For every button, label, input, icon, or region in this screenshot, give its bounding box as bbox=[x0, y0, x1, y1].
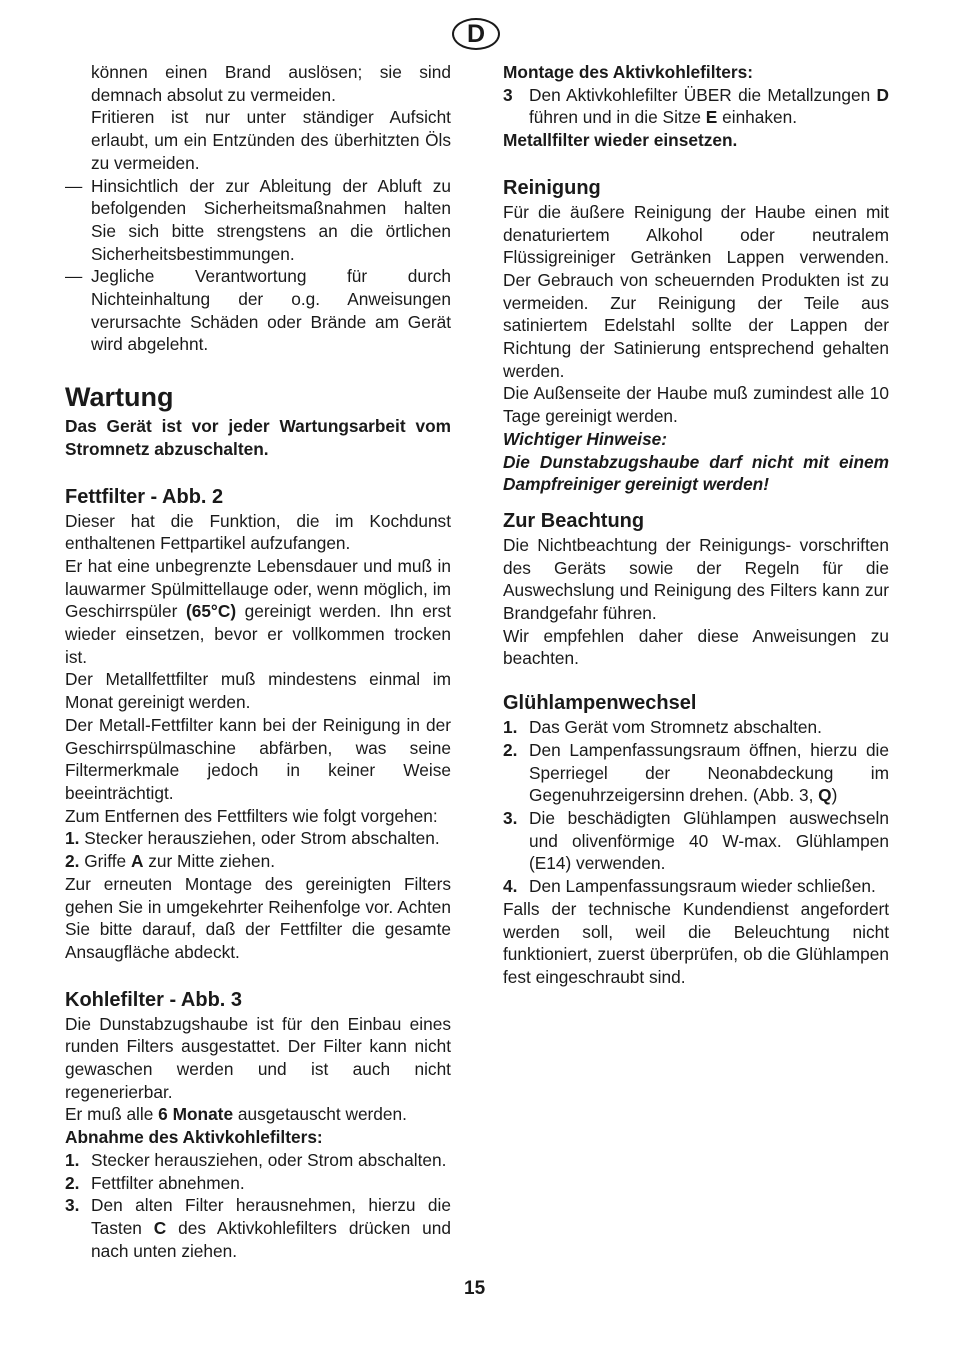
part-letter-c: C bbox=[153, 1217, 167, 1238]
abnahme-step-1-text: Stecker herausziehen, oder Strom abschalten. bbox=[91, 1149, 447, 1170]
fettfilter-paragraph-3: Der Metallfettfilter muß mindestens einmal im Monat gereinigt werden. bbox=[65, 669, 451, 713]
kohlefilter-p2-text: Er muß alle bbox=[65, 1104, 159, 1125]
gluehlampen-step-2 bbox=[503, 739, 889, 807]
fettfilter-paragraph-6: Zur erneuten Montage des gereinigten Filters gehen Sie in umgekehrter Reihenfolge vor. Achten Sie bitte darauf, daß der Fettfilter die gesamte Ansaugfläche abdeckt. bbox=[65, 873, 451, 962]
montage-step-text-mid: führen und in die Sitze bbox=[529, 107, 706, 128]
kohlefilter-heading: Kohlefilter - Abb. 3 bbox=[65, 988, 243, 1011]
gluehlampen-step-4-text: Den Lampenfassungsraum wieder schließen. bbox=[529, 876, 876, 897]
abnahme-step-2-text: Fettfilter abnehmen. bbox=[91, 1172, 245, 1193]
beachtung-paragraph-1: Die Nichtbeachtung der Reinigungs- vorschriften des Geräts sowie der Regeln für die Auswechslung und Reinigung des Filters kann zur Brandgefahr führen. bbox=[503, 534, 889, 624]
right-column bbox=[503, 61, 889, 989]
step-number: 2. bbox=[65, 1172, 80, 1193]
gluehlampen-step-1 bbox=[503, 716, 889, 739]
step-number: 4. bbox=[503, 876, 518, 897]
beachtung-heading: Zur Beachtung bbox=[503, 509, 645, 532]
abnahme-step-2 bbox=[65, 1172, 451, 1195]
step-number: 1. bbox=[65, 1149, 80, 1170]
dash-item-1 bbox=[65, 175, 451, 266]
dash-item-2 bbox=[65, 265, 451, 356]
step-number: 1. bbox=[503, 717, 518, 738]
reinigung-heading: Reinigung bbox=[503, 176, 601, 199]
fettfilter-paragraph-5: Zum Entfernen des Fettfilters wie folgt vorgehen: bbox=[65, 805, 438, 826]
part-letter-a: A bbox=[130, 851, 144, 872]
fettfilter-p2-text: Er hat eine unbegrenzte Lebensdauer und muß in lauwarmer Spülmittellauge oder, wenn möglich, im Geschirrspüler bbox=[65, 555, 451, 622]
montage-step-text-end: einhaken. bbox=[717, 107, 798, 128]
interval-value: 6 Monate bbox=[158, 1104, 234, 1125]
montage-step-text: Den Aktivkohlefilter ÜBER die Metallzungen bbox=[529, 84, 877, 105]
reinigung-paragraph-2: Die Außenseite der Haube muß zumindest alle 10 Tage gereinigt werden. bbox=[503, 383, 889, 427]
abnahme-step-3-text: Den alten Filter herausnehmen, hierzu die Tasten bbox=[91, 1195, 451, 1238]
fettfilter-paragraph-2 bbox=[65, 555, 451, 669]
abnahme-step-3 bbox=[65, 1194, 451, 1262]
fettfilter-p2-text-end: gereinigt werden. Ihn erst wieder einsetzen, bevor er vollkommen trocken ist. bbox=[65, 601, 451, 667]
dash-item-1-text: Hinsichtlich der zur Ableitung der Abluft zu befolgenden Sicherheitsmaßnahmen halten Sie sich bitte strengstens an die örtlichen Sicherheitsbestimmungen. bbox=[91, 175, 451, 264]
fettfilter-step-2 bbox=[65, 850, 451, 873]
gluehlampen-step-3 bbox=[503, 807, 889, 875]
temperature-value: (65°C) bbox=[185, 601, 237, 622]
fettfilter-step-2-text: Griffe bbox=[79, 851, 131, 872]
fettfilter-paragraph-4: Der Metall-Fettfilter kann bei der Reinigung in der Geschirrspülmaschine abfärben, was seine Filtermerkmale jedoch in keiner Weise beeinträchtigt. bbox=[65, 714, 451, 803]
montage-heading: Montage des Aktivkohlefilters: bbox=[503, 62, 753, 82]
gluehlampen-paragraph: Falls der technische Kundendienst angefordert werden soll, weil die Beleuchtung nicht funktioniert, zuerst überprüfen, ob die Glühlampen fest eingeschraubt sind. bbox=[503, 898, 889, 987]
abnahme-step-3-text-end: des Aktivkohlefilters drücken und nach unten ziehen. bbox=[91, 1217, 451, 1261]
step-number: 1. bbox=[65, 828, 80, 849]
abnahme-heading: Abnahme des Aktivkohlefilters: bbox=[65, 1127, 323, 1148]
dash-item-2-text: Jegliche Verantwortung für durch Nichteinhaltung der o.g. Anweisungen verursachte Schäden oder Brände am Gerät wird abgelehnt. bbox=[91, 266, 451, 355]
montage-step-3 bbox=[503, 84, 889, 129]
gluehlampen-step-3-text: Die beschädigten Glühlampen auswechseln und olivenförmige 40 W-max. Glühlampen (E14) verwenden. bbox=[529, 807, 889, 874]
fettfilter-paragraph-1: Dieser hat die Funktion, die im Kochdunst enthaltenen Fettpartikel aufzufangen. bbox=[65, 510, 451, 554]
intro-paragraph-2: Fritieren ist nur unter ständiger Aufsicht erlaubt, um ein Entzünden des überhitzten Öls zu vermeiden. bbox=[91, 107, 451, 173]
metallfilter-reinsert: Metallfilter wieder einsetzen. bbox=[503, 130, 738, 151]
intro-paragraph-1: können einen Brand auslösen; sie sind demnach absolut zu vermeiden. bbox=[91, 62, 451, 105]
part-letter-q: Q bbox=[818, 785, 832, 806]
hinweis-heading: Wichtiger Hinweise: bbox=[503, 428, 668, 449]
reinigung-paragraph-1: Für die äußere Reinigung der Haube einen mit denaturiertem Alkohol oder neutralem Flüssigreiniger Getränken Lappen verwenden. Der Gebrauch von scheuernden Produkten ist zu vermeiden. Zur Reinigung der Teile aus satiniertem Edelstahl sollte der Lappen der Richtung der Satinierung entsprechend gehalten werden. bbox=[503, 201, 889, 381]
beachtung-paragraph-2: Wir empfehlen daher diese Anweisungen zu beachten. bbox=[503, 625, 889, 669]
wartung-warning: Das Gerät ist vor jeder Wartungsarbeit vom Stromnetz abzuschalten. bbox=[65, 416, 451, 459]
abnahme-step-1 bbox=[65, 1149, 451, 1172]
gluehlampen-step-1-text: Das Gerät vom Stromnetz abschalten. bbox=[529, 717, 822, 738]
part-letter-d: D bbox=[876, 84, 889, 105]
step-number: 3. bbox=[65, 1195, 80, 1216]
step-number: 3 bbox=[503, 84, 513, 105]
language-badge-label: D bbox=[466, 19, 486, 48]
page-number: 15 bbox=[464, 1278, 486, 1299]
step-number: 3. bbox=[503, 807, 518, 828]
part-letter-e: E bbox=[705, 107, 718, 128]
dash-marker: — bbox=[65, 175, 83, 196]
fettfilter-step-1 bbox=[65, 827, 451, 850]
language-badge bbox=[452, 18, 500, 50]
wartung-heading: Wartung bbox=[65, 382, 174, 413]
fettfilter-heading: Fettfilter - Abb. 2 bbox=[65, 485, 224, 508]
kohlefilter-p2-text-end: ausgetauscht werden. bbox=[233, 1104, 407, 1125]
fettfilter-step-2-text-end: zur Mitte ziehen. bbox=[143, 851, 276, 872]
step-number: 2. bbox=[503, 739, 518, 760]
gluehlampen-heading: Glühlampenwechsel bbox=[503, 692, 697, 715]
hinweis-text: Die Dunstabzugshaube darf nicht mit einem Dampfreiniger gereinigt werden! bbox=[503, 451, 889, 495]
dash-marker: — bbox=[65, 266, 83, 287]
fettfilter-step-1-text: Stecker herausziehen, oder Strom abschalten. bbox=[79, 828, 440, 849]
gluehlampen-step-2-text: Den Lampenfassungsraum öffnen, hierzu die Sperriegel der Neonabdeckung im Gegenuhrzeigersinn drehen. (Abb. 3, bbox=[529, 739, 889, 806]
gluehlampen-step-2-text-end: ) bbox=[831, 785, 838, 806]
gluehlampen-step-4 bbox=[503, 875, 889, 898]
kohlefilter-paragraph-2 bbox=[65, 1103, 451, 1126]
step-number: 2. bbox=[65, 851, 80, 872]
kohlefilter-paragraph-1: Die Dunstabzugshaube ist für den Einbau eines runden Filters ausgestattet. Der Filter kann nicht gewaschen werden und ist auch nicht regenerierbar. bbox=[65, 1013, 451, 1102]
left-column bbox=[65, 61, 451, 1262]
